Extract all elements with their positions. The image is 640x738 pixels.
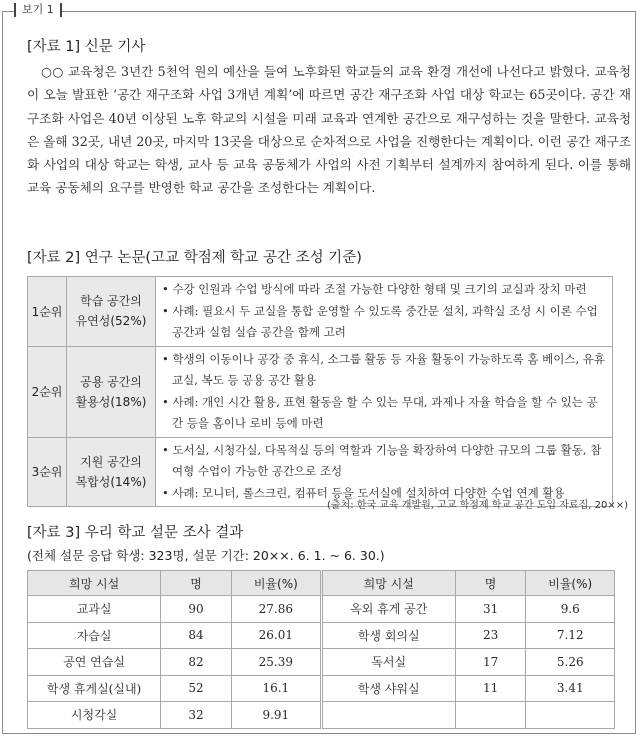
criterion-name	[67, 346, 156, 437]
table-row	[28, 596, 615, 623]
table-row	[28, 702, 615, 729]
bullet-item: • 사례: 필요시 두 교실을 통합 운영할 수 있도록 중간문 설치, 과학실 조성 시 이론 수업 공간과 실험 실습 공간을 함께 고려	[162, 303, 598, 339]
bullet-item: • 학생의 이동이나 공강 중 휴식, 소그룹 활동 등 자율 활동이 가능하도록 홈 베이스, 유휴 교실, 복도 등 공용 공간 활용	[162, 351, 605, 387]
survey-note: (전체 설문 응답 학생: 323명, 설문 기간: 20××. 6. 1. ~ 6. 30.)	[27, 548, 385, 563]
table-cell: 23	[455, 622, 526, 649]
table-row	[28, 622, 615, 649]
table-cell: 26.01	[231, 622, 321, 649]
table-header-row	[28, 571, 615, 596]
column-header: 희망 시설	[321, 571, 455, 596]
rank-cell: 3순위	[28, 437, 67, 507]
table-cell: 9.91	[231, 702, 321, 729]
criterion-name-line: 복합성(14%)	[75, 474, 147, 489]
table-cell	[455, 702, 526, 729]
rank-cell: 2순위	[28, 346, 67, 437]
criteria-row	[28, 277, 613, 347]
criteria-row	[28, 346, 613, 437]
table-cell: 11	[455, 675, 526, 702]
box-label: 보기 1	[14, 3, 62, 17]
criterion-name-line: 활용성(18%)	[75, 394, 147, 409]
table-cell: 32	[161, 702, 232, 729]
section1-title: [자료 1] 신문 기사	[27, 39, 146, 55]
table-cell: 90	[161, 596, 232, 623]
criteria-table	[27, 276, 613, 507]
section2-title: [자료 2] 연구 논문(고교 학점제 학교 공간 조성 기준)	[27, 250, 362, 266]
table-cell: 52	[161, 675, 232, 702]
table-cell: 학생 샤워실	[321, 675, 455, 702]
table-cell: 3.41	[526, 675, 615, 702]
column-header: 명	[161, 571, 232, 596]
table-cell: 25.39	[231, 649, 321, 676]
table-cell	[526, 702, 615, 729]
table-cell	[321, 702, 455, 729]
column-header: 희망 시설	[28, 571, 161, 596]
table-cell: 82	[161, 649, 232, 676]
table-cell: 시청각실	[28, 702, 161, 729]
table-cell: 84	[161, 622, 232, 649]
criterion-name-line: 학습 공간의	[80, 294, 142, 309]
news-article	[27, 60, 631, 200]
source-note: (출처: 한국 교육 개발원, 고교 학점제 학교 공간 도입 자료집, 20××)	[327, 500, 628, 511]
criterion-name	[67, 277, 156, 347]
table-cell: 9.6	[526, 596, 615, 623]
criterion-name-line: 지원 공간의	[80, 454, 142, 469]
column-header: 비율(%)	[526, 571, 615, 596]
bullet-item: • 수강 인원과 수업 방식에 따라 조절 가능한 다양한 형태 및 크기의 교실과 장치 마련	[162, 282, 587, 296]
bullet-item: • 도서실, 시청각실, 다목적실 등의 역할과 기능을 확장하여 다양한 규모의 그룹 활동, 참여형 수업이 가능한 공간으로 조성	[162, 442, 602, 478]
table-row	[28, 675, 615, 702]
table-cell: 공연 연습실	[28, 649, 161, 676]
table-cell: 27.86	[231, 596, 321, 623]
column-header: 비율(%)	[231, 571, 321, 596]
table-cell: 학생 휴게실(실내)	[28, 675, 161, 702]
column-header: 명	[455, 571, 526, 596]
table-cell: 교과실	[28, 596, 161, 623]
table-cell: 16.1	[231, 675, 321, 702]
table-cell: 옥외 휴게 공간	[321, 596, 455, 623]
table-cell: 5.26	[526, 649, 615, 676]
bullet-item: • 사례: 모니터, 롤스크린, 컴퓨터 등을 도서실에 설치하여 다양한 수업 연계 활용	[162, 485, 565, 500]
criterion-description	[156, 277, 613, 347]
table-cell: 독서실	[321, 649, 455, 676]
criterion-name-line: 유연성(52%)	[75, 314, 147, 329]
table-cell: 31	[455, 596, 526, 623]
news-paragraph: ○○ 교육청은 3년간 5천억 원의 예산을 들여 노후화된 학교들의 교육 환경 개선에 나선다고 밝혔다. 교육청이 오늘 발표한 ‘공간 재구조화 사업 3개년 계획’에 따르면 공간 재구조화 사업 대상 학교는 65곳이다. 공간 재구조화 사업은 40년 이상된 노후 학교의 시설을 미래 교육과 연계한 공간으로 재구성하는 것을 말한다. 교육청은 올해 32곳, 내년 20곳, 마지막 13곳을 대상으로 순차적으로 사업을 진행한다는 계획이다. 이런 공간 재구조화 사업의 대상 학교는 학생, 교사 등 교육 공동체가 사업의 사전 기획부터 설계까지 참여하게 된다. 이를 통해 교육 공동체의 요구를 반영한 학교 공간을 조성한다는 계획이다.	[27, 64, 631, 196]
table-cell: 자습실	[28, 622, 161, 649]
table-row	[28, 649, 615, 676]
table-cell: 7.12	[526, 622, 615, 649]
table-cell: 학생 회의실	[321, 622, 455, 649]
rank-cell: 1순위	[28, 277, 67, 347]
criterion-name	[67, 437, 156, 507]
table-cell: 17	[455, 649, 526, 676]
survey-table	[27, 570, 615, 729]
bullet-item: • 사례: 개인 시간 활용, 표현 활동을 할 수 있는 무대, 과제나 자율 학습을 할 수 있는 공간 등을 홈이나 로비 등에 마련	[162, 394, 598, 430]
criterion-description	[156, 346, 613, 437]
criterion-name-line: 공용 공간의	[80, 374, 142, 389]
section3-title: [자료 3] 우리 학교 설문 조사 결과	[27, 525, 244, 541]
